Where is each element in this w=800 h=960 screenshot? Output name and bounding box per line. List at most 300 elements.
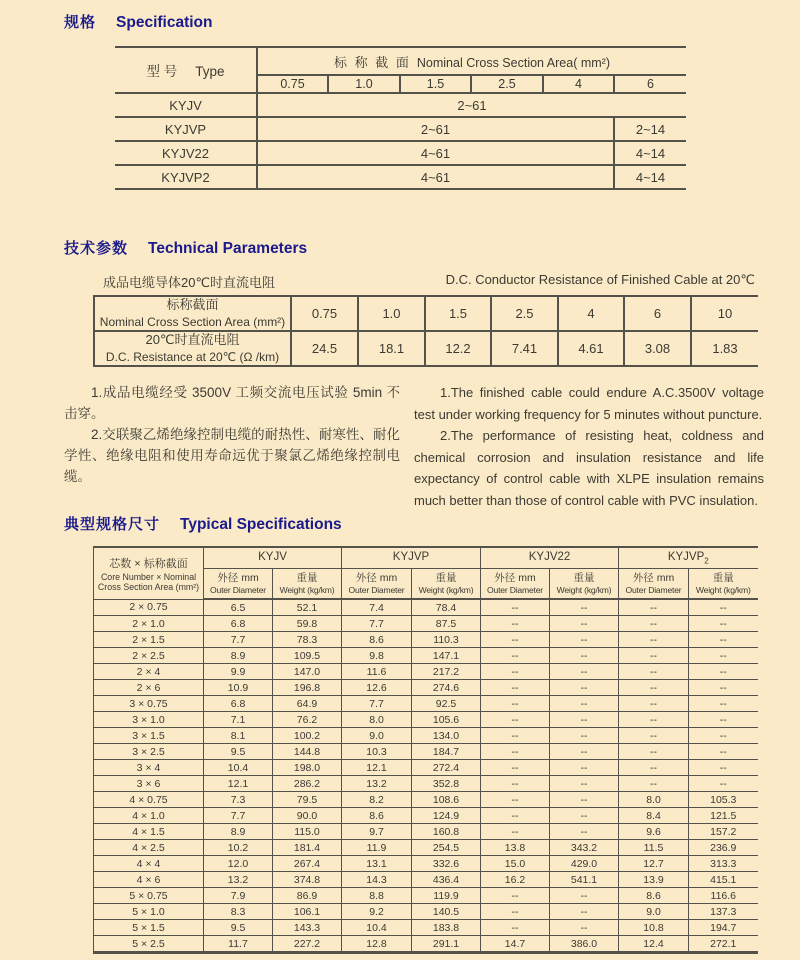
value-cell: 181.4 [273, 840, 342, 856]
value-cell: 196.8 [273, 680, 342, 696]
value-cell: -- [619, 776, 689, 792]
value-cell: -- [481, 904, 550, 920]
value-cell: 9.9 [204, 664, 273, 680]
value-cell: 8.0 [342, 712, 412, 728]
value-cell: 332.6 [412, 856, 481, 872]
value-cell: 194.7 [689, 920, 758, 936]
value-cell: 64.9 [273, 696, 342, 712]
value-cell: -- [619, 744, 689, 760]
table-row [94, 331, 758, 366]
value-cell: 227.2 [273, 936, 342, 953]
value-cell: -- [550, 904, 619, 920]
core-size-label-cell: 3 × 1.5 [94, 728, 204, 744]
core-size-label-cell: 2 × 1.0 [94, 616, 204, 632]
value-cell: 436.4 [412, 872, 481, 888]
value-cell: 15.0 [481, 856, 550, 872]
value-cell: -- [619, 712, 689, 728]
value-cell: -- [550, 744, 619, 760]
value-cell: -- [550, 680, 619, 696]
value-cell: 415.1 [689, 872, 758, 888]
table-row [94, 792, 758, 808]
heading-technical-zh: 技术参数 [64, 240, 129, 257]
resistance-value-cell: 4.61 [558, 331, 624, 366]
value-cell: 13.1 [342, 856, 412, 872]
notes-english [414, 382, 764, 511]
value-cell: 140.5 [412, 904, 481, 920]
value-cell: 7.7 [342, 696, 412, 712]
wt-header-zh: 重量 [573, 572, 595, 585]
value-cell: 10.9 [204, 680, 273, 696]
value-cell: 10.8 [619, 920, 689, 936]
value-cell: 143.3 [273, 920, 342, 936]
table-row [115, 165, 686, 189]
value-cell: 11.9 [342, 840, 412, 856]
value-cell: 11.5 [619, 840, 689, 856]
core-size-label-cell: 2 × 1.5 [94, 632, 204, 648]
table-row [94, 888, 758, 904]
value-cell: -- [550, 648, 619, 664]
wt-header-en: Weight (kg/km) [418, 584, 474, 595]
value-cell: -- [550, 760, 619, 776]
table-row [94, 632, 758, 648]
value-cell: -- [689, 616, 758, 632]
value-cell: 8.6 [342, 808, 412, 824]
core-range-cell: 4~61 [257, 165, 614, 189]
core-size-label-cell: 5 × 2.5 [94, 936, 204, 953]
section-heading-typical-specifications [64, 513, 342, 534]
size-value-cell: 1.5 [425, 296, 491, 331]
heading-typical-en: Typical Specifications [180, 516, 342, 533]
value-cell: -- [550, 808, 619, 824]
core-size-header-en: Core Number × Nominal [100, 572, 197, 583]
value-cell: -- [689, 680, 758, 696]
value-cell: -- [619, 632, 689, 648]
typical-table-body [94, 599, 758, 953]
resistance-value-cell: 3.08 [624, 331, 691, 366]
outer-diameter-header [481, 569, 550, 600]
resistance-value-cell: 18.1 [358, 331, 425, 366]
core-size-label-cell: 4 × 2.5 [94, 840, 204, 856]
row-label-zh: 标称截面 [166, 297, 219, 313]
value-cell: 9.5 [204, 920, 273, 936]
value-cell: 10.4 [342, 920, 412, 936]
value-cell: -- [481, 728, 550, 744]
core-size-label-cell: 4 × 6 [94, 872, 204, 888]
table-row [94, 904, 758, 920]
value-cell: 11.6 [342, 664, 412, 680]
table-row [94, 760, 758, 776]
size-value-cell: 10 [691, 296, 758, 331]
table-row [94, 920, 758, 936]
value-cell: -- [550, 599, 619, 616]
value-cell: 9.8 [342, 648, 412, 664]
resistance-table [93, 295, 758, 367]
value-cell: 92.5 [412, 696, 481, 712]
value-cell: 100.2 [273, 728, 342, 744]
od-header-zh: 外径 mm [355, 572, 398, 585]
table-row [94, 648, 758, 664]
core-size-label-cell: 5 × 0.75 [94, 888, 204, 904]
value-cell: 236.9 [689, 840, 758, 856]
table-row [94, 296, 758, 331]
value-cell: 12.6 [342, 680, 412, 696]
section-heading-technical-parameters [64, 237, 307, 258]
core-size-label-cell: 3 × 4 [94, 760, 204, 776]
wt-header-en: Weight (kg/km) [279, 584, 335, 595]
table-row [94, 616, 758, 632]
resistance-caption-en: D.C. Conductor Resistance of Finished Cable at 20℃ [445, 272, 755, 287]
resistance-value-cell: 1.83 [691, 331, 758, 366]
value-cell: -- [619, 728, 689, 744]
value-cell: 86.9 [273, 888, 342, 904]
resistance-caption-zh: 成品电缆导体20℃时直流电阻 [103, 275, 276, 290]
value-cell: -- [481, 792, 550, 808]
value-cell: -- [481, 808, 550, 824]
value-cell: 6.8 [204, 696, 273, 712]
table-row [94, 680, 758, 696]
resistance-captions [93, 272, 757, 291]
value-cell: 13.2 [342, 776, 412, 792]
value-cell: 78.3 [273, 632, 342, 648]
heading-specification-zh: 规格 [64, 14, 97, 31]
row-label-cell [94, 331, 291, 366]
core-range-cell: 4~14 [614, 165, 686, 189]
value-cell: 272.4 [412, 760, 481, 776]
table-row [94, 744, 758, 760]
core-range-cell: 2~61 [257, 93, 686, 117]
value-cell: -- [689, 776, 758, 792]
value-cell: 8.6 [342, 632, 412, 648]
value-cell: 352.8 [412, 776, 481, 792]
cable-type-cell: KYJVP [115, 117, 257, 141]
od-header-en: Outer Diameter [487, 584, 543, 595]
value-cell: 7.7 [204, 632, 273, 648]
value-cell: -- [619, 664, 689, 680]
value-cell: 134.0 [412, 728, 481, 744]
core-size-label-cell: 5 × 1.0 [94, 904, 204, 920]
value-cell: 12.8 [342, 936, 412, 953]
value-cell: 9.7 [342, 824, 412, 840]
note-zh-1: 1.成品电缆经受 3500V 工频交流电压试验 5min 不击穿。 [64, 385, 400, 421]
core-range-cell: 4~61 [257, 141, 614, 165]
core-size-label-cell: 5 × 1.5 [94, 920, 204, 936]
table-row [115, 117, 686, 141]
size-header-cell: 0.75 [257, 75, 328, 93]
outer-diameter-header [342, 569, 412, 600]
value-cell: 8.2 [342, 792, 412, 808]
wt-header-en: Weight (kg/km) [556, 584, 612, 595]
specification-table [115, 46, 686, 190]
table-row [94, 872, 758, 888]
size-value-cell: 0.75 [291, 296, 358, 331]
value-cell: 124.9 [412, 808, 481, 824]
value-cell: 8.8 [342, 888, 412, 904]
core-size-label-cell: 4 × 1.0 [94, 808, 204, 824]
value-cell: -- [550, 888, 619, 904]
table-row [94, 712, 758, 728]
value-cell: 116.6 [689, 888, 758, 904]
value-cell: 9.6 [619, 824, 689, 840]
value-cell: 429.0 [550, 856, 619, 872]
weight-header [689, 569, 758, 600]
value-cell: 274.6 [412, 680, 481, 696]
value-cell: 8.1 [204, 728, 273, 744]
value-cell: 9.0 [619, 904, 689, 920]
value-cell: -- [550, 712, 619, 728]
value-cell: -- [619, 696, 689, 712]
row-label-en: D.C. Resistance at 20℃ (Ω /km) [105, 349, 280, 364]
value-cell: 108.6 [412, 792, 481, 808]
value-cell: 147.1 [412, 648, 481, 664]
value-cell: 13.2 [204, 872, 273, 888]
od-header-en: Outer Diameter [210, 584, 266, 595]
value-cell: -- [550, 616, 619, 632]
value-cell: 13.9 [619, 872, 689, 888]
value-cell: 59.8 [273, 616, 342, 632]
size-value-cell: 6 [624, 296, 691, 331]
size-header-cell: 6 [614, 75, 686, 93]
table-row [94, 776, 758, 792]
value-cell: 87.5 [412, 616, 481, 632]
type-column-header [115, 47, 257, 93]
core-range-cell: 4~14 [614, 141, 686, 165]
core-size-label-cell: 3 × 1.0 [94, 712, 204, 728]
value-cell: -- [481, 744, 550, 760]
value-cell: -- [481, 599, 550, 616]
outer-diameter-header [619, 569, 689, 600]
size-value-cell: 4 [558, 296, 624, 331]
value-cell: 313.3 [689, 856, 758, 872]
value-cell: 10.4 [204, 760, 273, 776]
value-cell: -- [481, 824, 550, 840]
core-size-label-cell: 3 × 2.5 [94, 744, 204, 760]
value-cell: 6.5 [204, 599, 273, 616]
value-cell: 90.0 [273, 808, 342, 824]
wt-header-zh: 重量 [435, 572, 457, 585]
group-label: KYJV22 [528, 550, 571, 563]
value-cell: -- [550, 696, 619, 712]
value-cell: 16.2 [481, 872, 550, 888]
table-row [94, 808, 758, 824]
table-row [94, 728, 758, 744]
value-cell: 137.3 [689, 904, 758, 920]
value-cell: 10.3 [342, 744, 412, 760]
value-cell: 8.3 [204, 904, 273, 920]
value-cell: 105.6 [412, 712, 481, 728]
size-value-cell: 1.0 [358, 296, 425, 331]
note-en-2: 2.The performance of resisting heat, coldness and chemical corrosion and insulation resistance and life expectancy of control cable with XLPE insulation remains much better than those of control cable with PVC insulation. [414, 428, 764, 508]
value-cell: 144.8 [273, 744, 342, 760]
table-row [94, 696, 758, 712]
value-cell: 374.8 [273, 872, 342, 888]
value-cell: -- [689, 632, 758, 648]
value-cell: 8.9 [204, 824, 273, 840]
value-cell: -- [481, 712, 550, 728]
notes-chinese [64, 382, 400, 511]
value-cell: -- [689, 696, 758, 712]
group-label: KYJV [258, 550, 287, 563]
value-cell: 11.7 [204, 936, 273, 953]
core-size-label-cell: 4 × 0.75 [94, 792, 204, 808]
value-cell: -- [481, 696, 550, 712]
table-row [115, 93, 686, 117]
value-cell: 7.9 [204, 888, 273, 904]
value-cell: 7.7 [342, 616, 412, 632]
value-cell: 8.6 [619, 888, 689, 904]
group-header-kyjv22 [481, 547, 619, 569]
area-header-en: Nominal Cross Section Area( mm²) [416, 55, 610, 70]
core-size-label-cell: 2 × 6 [94, 680, 204, 696]
core-size-label-cell: 2 × 4 [94, 664, 204, 680]
value-cell: -- [550, 728, 619, 744]
value-cell: -- [481, 648, 550, 664]
value-cell: 10.2 [204, 840, 273, 856]
size-header-cell: 4 [543, 75, 614, 93]
value-cell: 14.3 [342, 872, 412, 888]
value-cell: 7.1 [204, 712, 273, 728]
value-cell: -- [689, 648, 758, 664]
weight-header [273, 569, 342, 600]
value-cell: -- [689, 760, 758, 776]
value-cell: -- [481, 680, 550, 696]
value-cell: 160.8 [412, 824, 481, 840]
group-header-row [94, 547, 758, 569]
core-size-label-cell: 4 × 1.5 [94, 824, 204, 840]
outer-diameter-header [204, 569, 273, 600]
value-cell: 9.2 [342, 904, 412, 920]
value-cell: -- [550, 664, 619, 680]
value-cell: -- [619, 760, 689, 776]
core-size-column-header [94, 547, 204, 599]
group-label: KYJVP [392, 550, 430, 563]
value-cell: 267.4 [273, 856, 342, 872]
size-header-cell: 1.5 [400, 75, 471, 93]
row-label-zh: 20℃时直流电阻 [145, 332, 240, 348]
value-cell: 7.4 [342, 599, 412, 616]
value-cell: 12.4 [619, 936, 689, 953]
value-cell: 217.2 [412, 664, 481, 680]
cable-type-cell: KYJV [115, 93, 257, 117]
cable-type-cell: KYJV22 [115, 141, 257, 165]
value-cell: 198.0 [273, 760, 342, 776]
table-row [94, 936, 758, 953]
value-cell: -- [481, 776, 550, 792]
table-row [94, 664, 758, 680]
od-header-en: Outer Diameter [348, 584, 405, 595]
weight-header [412, 569, 481, 600]
resistance-value-cell: 12.2 [425, 331, 491, 366]
value-cell: 183.8 [412, 920, 481, 936]
heading-typical-zh: 典型规格尺寸 [64, 516, 161, 533]
cable-type-cell: KYJVP2 [115, 165, 257, 189]
value-cell: 12.7 [619, 856, 689, 872]
size-value-cell: 2.5 [491, 296, 558, 331]
core-size-label-cell: 3 × 6 [94, 776, 204, 792]
value-cell: -- [550, 920, 619, 936]
value-cell: 119.9 [412, 888, 481, 904]
value-cell: -- [481, 760, 550, 776]
row-label-cell [94, 296, 291, 331]
table-row [94, 824, 758, 840]
value-cell: -- [619, 680, 689, 696]
typical-specifications-table [93, 546, 758, 954]
size-header-cell: 2.5 [471, 75, 543, 93]
value-cell: -- [550, 792, 619, 808]
core-range-cell: 2~61 [257, 117, 614, 141]
value-cell: -- [481, 664, 550, 680]
value-cell: 13.8 [481, 840, 550, 856]
value-cell: 157.2 [689, 824, 758, 840]
value-cell: 8.4 [619, 808, 689, 824]
value-cell: 8.0 [619, 792, 689, 808]
value-cell: 121.5 [689, 808, 758, 824]
value-cell: 79.5 [273, 792, 342, 808]
value-cell: 76.2 [273, 712, 342, 728]
wt-header-zh: 重量 [296, 572, 318, 585]
value-cell: 12.0 [204, 856, 273, 872]
type-header-en: Type [195, 64, 225, 79]
resistance-value-cell: 24.5 [291, 331, 358, 366]
value-cell: -- [481, 920, 550, 936]
value-cell: -- [481, 888, 550, 904]
value-cell: -- [481, 616, 550, 632]
value-cell: 7.7 [204, 808, 273, 824]
od-header-zh: 外径 mm [217, 572, 259, 585]
value-cell: 541.1 [550, 872, 619, 888]
value-cell: -- [550, 824, 619, 840]
od-header-zh: 外径 mm [494, 572, 536, 585]
value-cell: 105.3 [689, 792, 758, 808]
value-cell: 272.1 [689, 936, 758, 953]
core-range-cell: 2~14 [614, 117, 686, 141]
note-en-1: 1.The finished cable could endure A.C.3500V voltage test under working frequency for 5 minutes without puncture. [414, 385, 764, 422]
value-cell: 12.1 [342, 760, 412, 776]
value-cell: -- [619, 648, 689, 664]
resistance-value-cell: 7.41 [491, 331, 558, 366]
core-size-header-zh: 芯数 × 标称截面 [109, 557, 188, 570]
value-cell: -- [689, 664, 758, 680]
value-cell: 343.2 [550, 840, 619, 856]
value-cell: 8.9 [204, 648, 273, 664]
area-header-zh: 标 称 截 面 [334, 54, 411, 70]
core-size-label-cell: 4 × 4 [94, 856, 204, 872]
group-label-subscript: 2 [704, 556, 709, 566]
value-cell: 6.8 [204, 616, 273, 632]
group-header-kyjvp2 [619, 547, 758, 569]
value-cell: -- [689, 599, 758, 616]
core-size-header-en: Cross Section Area (mm²) [97, 582, 200, 593]
value-cell: 291.1 [412, 936, 481, 953]
od-header-en: Outer Diameter [625, 584, 682, 595]
table-row [94, 856, 758, 872]
wt-header-zh: 重量 [712, 572, 734, 585]
wt-header-en: Weight (kg/km) [695, 584, 751, 595]
value-cell: 286.2 [273, 776, 342, 792]
value-cell: -- [619, 599, 689, 616]
value-cell: 106.1 [273, 904, 342, 920]
value-cell: -- [481, 632, 550, 648]
value-cell: 115.0 [273, 824, 342, 840]
value-cell: -- [550, 632, 619, 648]
value-cell: 184.7 [412, 744, 481, 760]
note-zh-2: 2.交联聚乙烯绝缘控制电缆的耐热性、耐寒性、耐化学性、绝缘电阻和使用寿命远优于聚氯乙烯绝缘控制电缆。 [64, 427, 400, 484]
table-row [94, 599, 758, 616]
type-header-zh: 型 号 [146, 64, 178, 79]
value-cell: 14.7 [481, 936, 550, 953]
value-cell: -- [689, 712, 758, 728]
core-size-label-cell: 3 × 0.75 [94, 696, 204, 712]
area-group-header [257, 47, 686, 75]
